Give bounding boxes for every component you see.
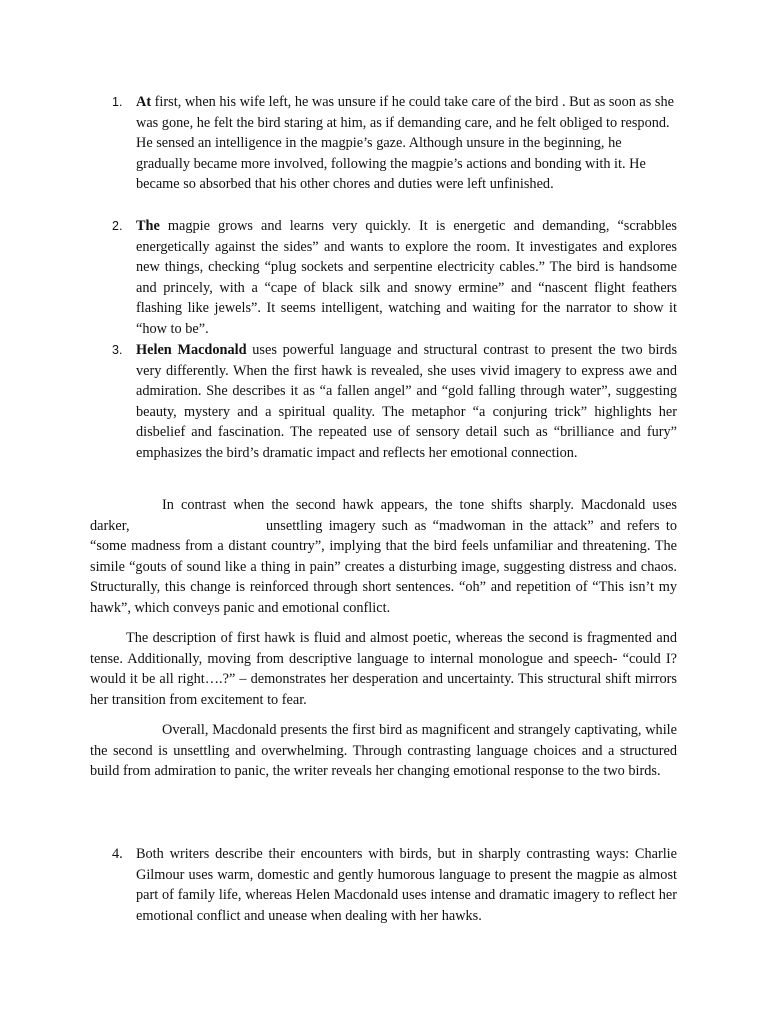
paragraph-body: “some madness from a distant country”, implying that the bird feels unfamiliar and threatening. The simile “gouts of sound like a thing in pain” creates a disturbing image, suggesting distress and chaos. Structurally, this change is reinforced through short sentences. “oh” and repetition of “This isn’t my hawk”, which conveys panic and emotional conflict. (90, 538, 677, 616)
paragraph-first-line: In contrast when the second hawk appears, the tone shifts sharply. Macdonald uses (162, 497, 677, 513)
list-item-body (136, 844, 677, 926)
list-number: 4. (112, 846, 123, 862)
conclusion-paragraph: Overall, Macdonald presents the first bird as magnificent and strangely captivating, while the second is unsettling and overwhelming. Through contrasting language choices and a structured build from admiration to panic, the writer reveals her changing emotional response to the two birds. (90, 722, 677, 780)
contrast-paragraph (90, 495, 677, 619)
list-item-text: Both writers describe their encounters with birds, but in sharply contrasting ways: Charlie Gilmour uses warm, domestic and gently humorous language to present the magpie as almost part of family life, whereas Helen Macdonald uses intense and dramatic imagery to reflect her emotional conflict and unease when dealing with her hawks. (136, 846, 677, 924)
list-item-text: first, when his wife left, he was unsure if he could take care of the bird . But as soon as she was gone, he felt the bird staring at him, as if demanding care, and he felt obliged to respond. He sensed an intelligence in the magpie’s gaze. Although unsure in the beginning, he gradually became more involved, following the magpie’s actions and bonding with it. He became so absorbed that his other chores and duties were left unfinished. (136, 94, 674, 193)
list-item (112, 340, 677, 464)
list-item-text: magpie grows and learns very quickly. It is energetic and demanding, “scrabbles energetically against the sides” and wants to explore the room. It investigates and explores new things, checking “plug sockets and serpentine electricity cables.” The bird is handsome and princely, with a “cape of black silk and snowy ermine” and “nascent flight feathers flashing like jewels”. It seems intelligent, watching and waiting for the narrator to show it “how to be”. (136, 218, 677, 337)
lead-word: Helen Macdonald (136, 342, 247, 358)
list-item (112, 92, 677, 195)
lead-word: The (136, 218, 160, 234)
lead-word: At (136, 94, 152, 110)
list-item-body (136, 216, 677, 340)
list-number: 2. (112, 219, 123, 233)
list-item-body (136, 340, 677, 464)
list-item-body (136, 92, 677, 195)
list-item-text: uses powerful language and structural contrast to present the two birds very differently. When the first hawk is revealed, she uses vivid imagery to express awe and admiration. She describes it as “a fallen angel” and “gold falling through water”, suggesting beauty, mystery and a spiritual quality. The metaphor “a conjuring trick” highlights her disbelief and fascination. The repeated use of sensory detail such as “brilliance and fury” emphasizes the bird’s dramatic impact and reflects her emotional connection. (136, 342, 678, 461)
paragraph-gap-line (90, 516, 677, 537)
list-item-4 (112, 844, 677, 926)
paragraph-word: darker, (90, 517, 130, 534)
list-item (112, 216, 677, 340)
structure-paragraph: The description of first hawk is fluid and almost poetic, whereas the second is fragmented and tense. Additionally, moving from descriptive language to internal monologue and speech- “could I? would it be all right….?” – demonstrates her desperation and uncertainty. This structural shift mirrors her transition from excitement to fear. (90, 630, 677, 708)
paragraph-line-text: unsettling imagery such as “madwoman in the attack” and refers to (266, 517, 677, 534)
list-number: 3. (112, 343, 123, 357)
list-number: 1. (112, 95, 123, 109)
